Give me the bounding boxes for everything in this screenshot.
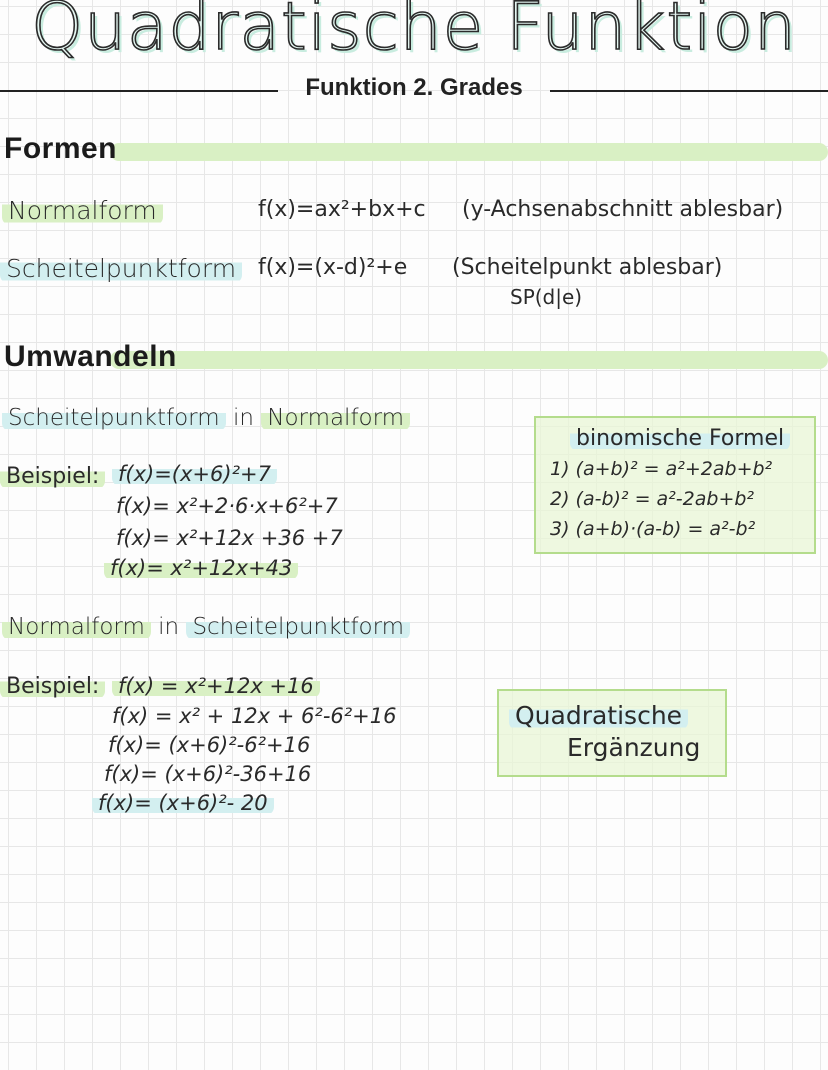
completion-box-line-2: Ergänzung bbox=[567, 733, 701, 762]
section-bar-umwandeln bbox=[110, 351, 828, 369]
conversion-heading-1: Scheitelpunktform in Normalform bbox=[2, 405, 410, 431]
completion-box-line-1: Quadratische bbox=[509, 701, 688, 730]
example2-result: f(x)= (x+6)²- 20 bbox=[92, 791, 274, 815]
example-label-1: Beispiel: bbox=[0, 464, 105, 489]
example1-step: f(x)=(x+6)²+7 bbox=[112, 462, 277, 486]
scheitelpunktform-formula: f(x)=(x-d)²+e bbox=[258, 255, 408, 280]
normalform-label: Normalform bbox=[2, 196, 163, 225]
scheitelpunktform-label: Scheitelpunktform bbox=[0, 254, 242, 283]
normalform-formula: f(x)=ax²+bx+c bbox=[258, 197, 426, 222]
completion-box bbox=[497, 689, 727, 777]
example2-step: f(x) = x² + 12x + 6²-6²+16 bbox=[112, 704, 397, 728]
example2-step: f(x)= (x+6)²-6²+16 bbox=[108, 733, 311, 757]
binomial-formula-1: 1) (a+b)² = a²+2ab+b² bbox=[550, 458, 773, 480]
page-subtitle: Funktion 2. Grades bbox=[305, 74, 523, 101]
page-title: Quadratische Funktion bbox=[31, 0, 797, 65]
normalform-note: (y-Achsenabschnitt ablesbar) bbox=[462, 197, 784, 222]
binomial-box-title: binomische Formel bbox=[570, 426, 790, 451]
section-bar-formen bbox=[110, 143, 828, 161]
section-heading-formen: Formen bbox=[4, 132, 118, 165]
subtitle-rule-right bbox=[550, 90, 828, 92]
example1-step: f(x)= x²+12x +36 +7 bbox=[116, 526, 343, 550]
scheitelpunktform-note: (Scheitelpunkt ablesbar) bbox=[452, 255, 723, 280]
example1-result: f(x)= x²+12x+43 bbox=[104, 556, 298, 580]
example-label-2: Beispiel: bbox=[0, 674, 105, 699]
example2-step: f(x)= (x+6)²-36+16 bbox=[104, 762, 312, 786]
binomial-formula-3: 3) (a+b)·(a-b) = a²-b² bbox=[550, 518, 756, 540]
subtitle-rule-left bbox=[0, 90, 278, 92]
section-heading-umwandeln: Umwandeln bbox=[4, 340, 177, 373]
binomial-formula-box bbox=[534, 416, 816, 554]
example1-step: f(x)= x²+2·6·x+6²+7 bbox=[116, 494, 338, 518]
scheitelpunkt-subnote: SP(d|e) bbox=[510, 285, 583, 309]
example2-step: f(x) = x²+12x +16 bbox=[112, 674, 320, 698]
conversion-heading-2: Normalform in Scheitelpunktform bbox=[2, 614, 410, 640]
binomial-formula-2: 2) (a-b)² = a²-2ab+b² bbox=[550, 488, 755, 510]
